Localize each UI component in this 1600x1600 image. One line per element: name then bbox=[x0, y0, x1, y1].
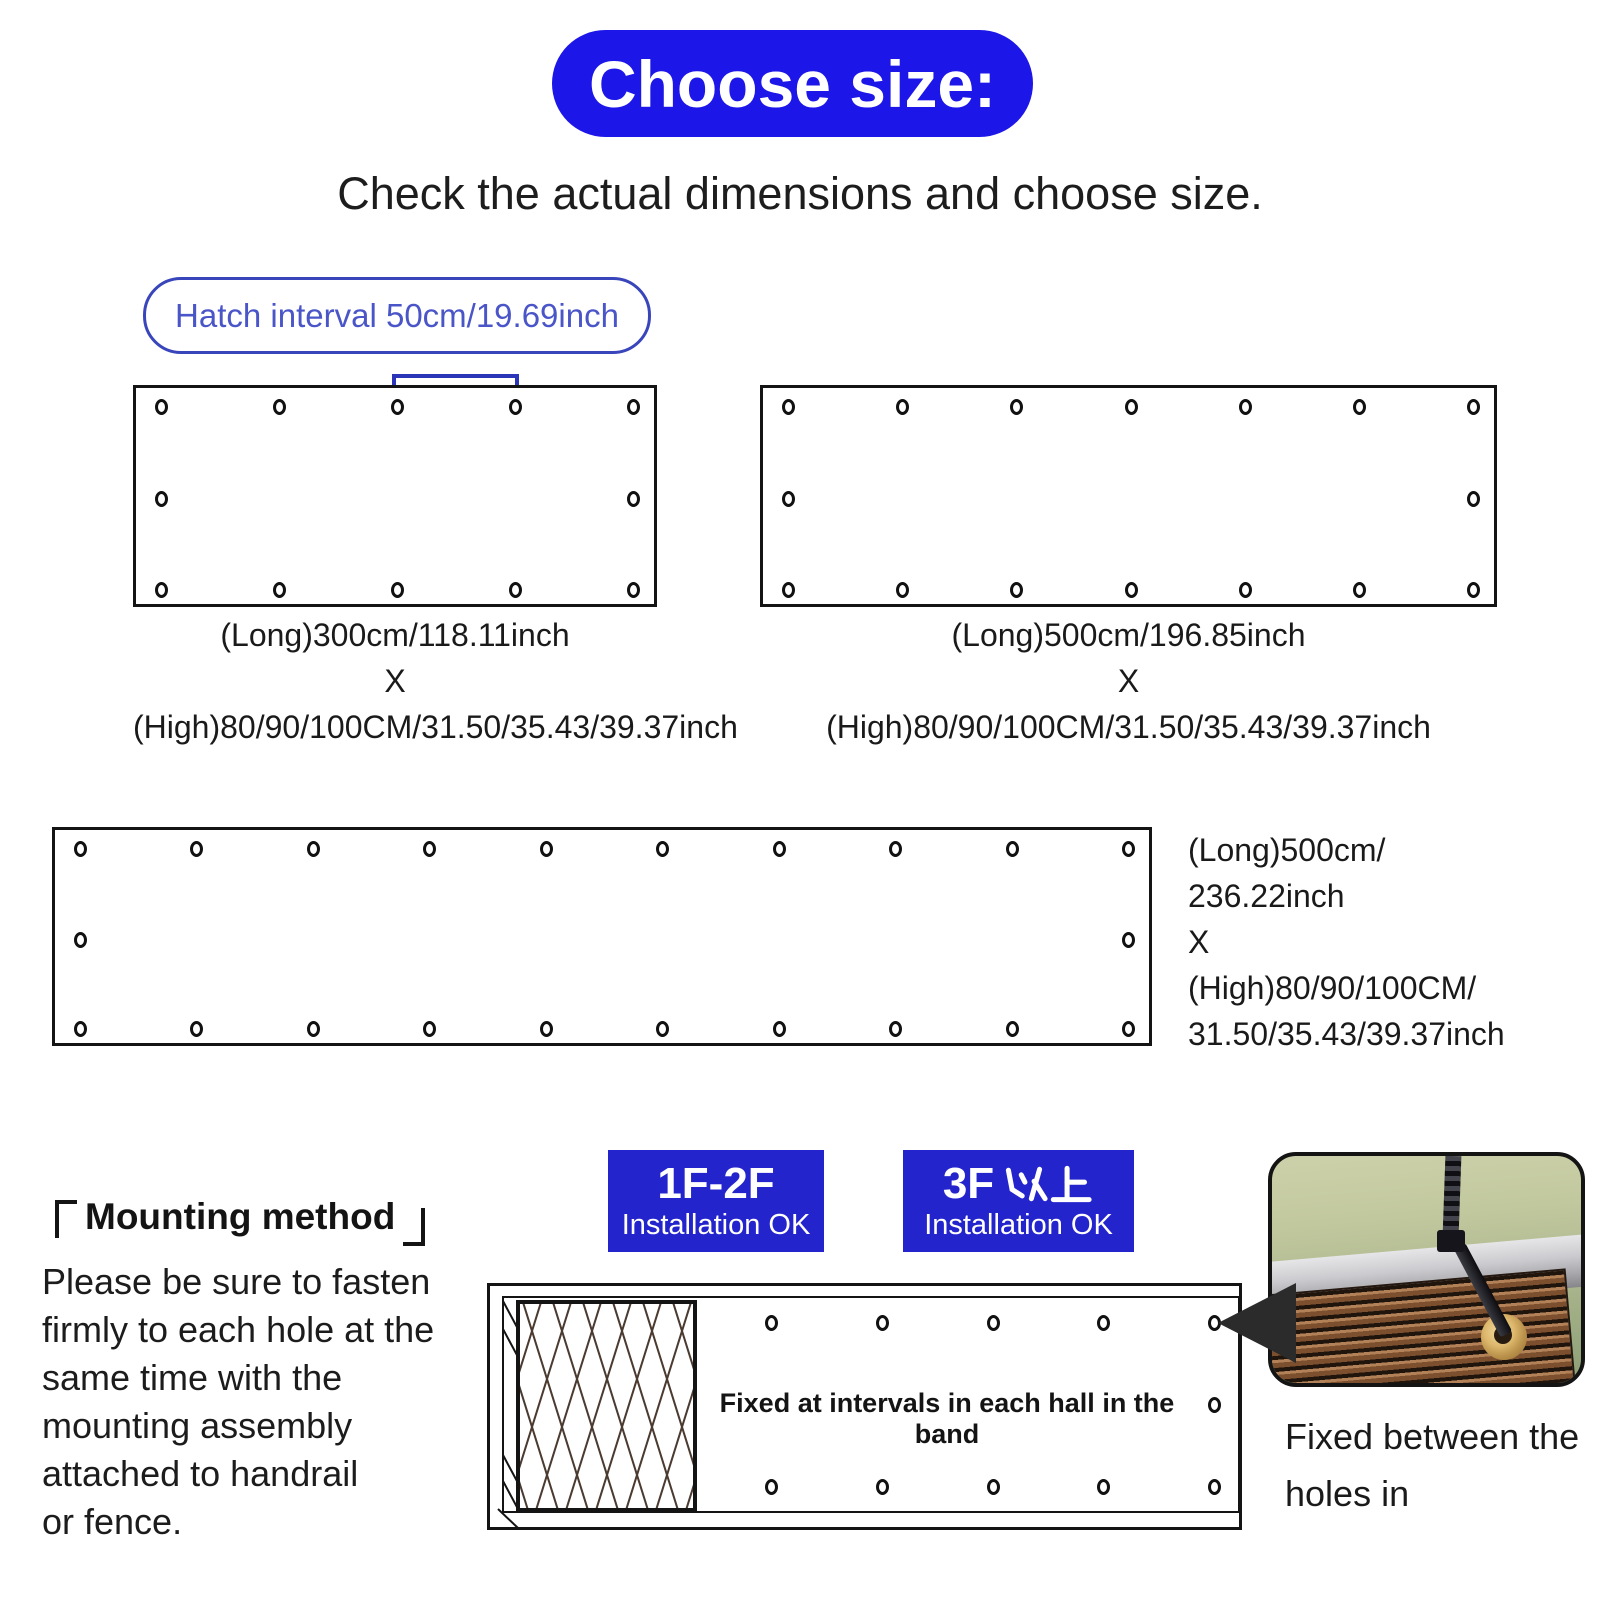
grommet-hole bbox=[74, 932, 87, 948]
photo-caption-line2: holes in bbox=[1285, 1473, 1410, 1514]
grommet-hole bbox=[889, 841, 902, 857]
kanji-ijou-glyph bbox=[998, 1162, 1094, 1206]
grommet-hole bbox=[1208, 1479, 1221, 1495]
grommet-hole bbox=[391, 582, 404, 598]
mounting-instructions-line: or fence. bbox=[42, 1501, 183, 1542]
grommet-hole bbox=[1006, 1021, 1019, 1037]
corner-bracket-open bbox=[55, 1200, 77, 1238]
grommet-hole bbox=[190, 841, 203, 857]
grommet-hole bbox=[1467, 582, 1480, 598]
dimension-text-line: (High)80/90/100CM/31.50/35.43/39.37inch bbox=[133, 709, 738, 745]
panel-600cm-caption bbox=[1188, 827, 1588, 1057]
grommet-hole bbox=[656, 841, 669, 857]
diagram-caption: Fixed at intervals in each hall in the band bbox=[719, 1388, 1175, 1449]
mounting-instructions-line: firmly to each hole at the bbox=[42, 1309, 435, 1350]
grommet-hole bbox=[1353, 399, 1366, 415]
grommet-hole bbox=[273, 399, 286, 415]
dimension-text-line: (High)80/90/100CM/31.50/35.43/39.37inch bbox=[826, 709, 1431, 745]
grommet-hole bbox=[876, 1315, 889, 1331]
grommet-hole bbox=[765, 1315, 778, 1331]
grommet-hole bbox=[773, 841, 786, 857]
grommet-hole bbox=[896, 399, 909, 415]
mounting-instructions-line: same time with the bbox=[42, 1357, 343, 1398]
mounting-method-title: Mounting method bbox=[85, 1196, 396, 1237]
grommet-hole bbox=[656, 1021, 669, 1037]
panel-500cm-diagram bbox=[760, 385, 1497, 607]
grommet-hole bbox=[540, 1021, 553, 1037]
badge-floors-label: 1F-2F bbox=[657, 1159, 775, 1208]
grommet-hole bbox=[1239, 582, 1252, 598]
mounting-method-heading bbox=[55, 1196, 425, 1246]
grommet-hole bbox=[1010, 399, 1023, 415]
grommet-hole bbox=[1006, 841, 1019, 857]
grommet-hole bbox=[1010, 582, 1023, 598]
panel-300cm-caption bbox=[133, 612, 738, 750]
mounting-instructions-line: mounting assembly bbox=[42, 1405, 353, 1446]
net-hatch-area bbox=[518, 1302, 695, 1510]
dimension-text-line: X bbox=[1117, 663, 1140, 699]
badge-floors-latin: 3F bbox=[942, 1159, 995, 1208]
badge-installation-ok: Installation OK bbox=[924, 1209, 1113, 1241]
grommet-hole bbox=[1122, 1021, 1135, 1037]
grommet-hole bbox=[307, 1021, 320, 1037]
grommet-hole bbox=[876, 1479, 889, 1495]
photo-caption-line1: Fixed between the bbox=[1285, 1416, 1580, 1457]
grommet-hole bbox=[190, 1021, 203, 1037]
badge-installation-ok: Installation OK bbox=[621, 1209, 811, 1241]
subtitle: Check the actual dimensions and choose size. bbox=[337, 168, 1263, 219]
grommet-hole bbox=[509, 582, 522, 598]
grommet-hole bbox=[1122, 841, 1135, 857]
photo-caption bbox=[1285, 1408, 1579, 1522]
grommet-hole bbox=[1467, 399, 1480, 415]
hatch-interval-text: Hatch interval 50cm/19.69inch bbox=[175, 296, 619, 334]
panel-500cm-caption bbox=[760, 612, 1497, 750]
mounting-instructions-line: attached to handrail bbox=[42, 1453, 359, 1494]
mounting-instructions-line: Please be sure to fasten bbox=[42, 1261, 431, 1302]
zip-tie-head bbox=[1437, 1230, 1465, 1252]
dimension-text-line: (Long)300cm/118.11inch bbox=[220, 617, 570, 653]
grommet-hole bbox=[540, 841, 553, 857]
grommet-hole bbox=[1208, 1397, 1221, 1413]
grommet-hole bbox=[155, 582, 168, 598]
title-pill bbox=[552, 30, 1033, 137]
grommet-hole bbox=[1125, 582, 1138, 598]
grommet-hole bbox=[1125, 399, 1138, 415]
dimension-text-line: (High)80/90/100CM/ bbox=[1188, 970, 1477, 1006]
dimension-text-line: (Long)500cm/ bbox=[1188, 832, 1386, 868]
grommet-hole bbox=[273, 582, 286, 598]
grommet-hole bbox=[155, 491, 168, 507]
grommet-hole bbox=[509, 399, 522, 415]
grommet-hole bbox=[74, 1021, 87, 1037]
grommet-hole bbox=[782, 582, 795, 598]
grommet-hole bbox=[627, 491, 640, 507]
grommet-hole bbox=[627, 582, 640, 598]
dimension-text-line: X bbox=[384, 663, 406, 699]
grommet-hole bbox=[423, 1021, 436, 1037]
grommet-hole bbox=[1122, 932, 1135, 948]
badge-floor-3f-plus bbox=[903, 1150, 1134, 1252]
grommet-hole bbox=[765, 1479, 778, 1495]
mounting-photo bbox=[1268, 1152, 1585, 1387]
grommet-hole bbox=[987, 1315, 1000, 1331]
badge-floors-label bbox=[943, 1160, 1094, 1208]
page-title: Choose size: bbox=[588, 46, 997, 121]
dimension-text-line: 31.50/35.43/39.37inch bbox=[1188, 1016, 1505, 1052]
grommet-hole bbox=[782, 399, 795, 415]
corner-bracket-close bbox=[403, 1208, 425, 1246]
hatch-interval-label bbox=[143, 277, 651, 354]
grommet-hole bbox=[987, 1479, 1000, 1495]
grommet-hole bbox=[1467, 491, 1480, 507]
grommet-hole bbox=[1097, 1315, 1110, 1331]
dimension-text-line: (Long)500cm/196.85inch bbox=[951, 617, 1306, 653]
dimension-text-line: X bbox=[1188, 924, 1210, 960]
grommet-hole bbox=[155, 399, 168, 415]
grommet-hole bbox=[74, 841, 87, 857]
grommet-hole bbox=[423, 841, 436, 857]
grommet-hole bbox=[889, 1021, 902, 1037]
grommet-hole bbox=[1353, 582, 1366, 598]
grommet-hole bbox=[391, 399, 404, 415]
grommet-hole bbox=[627, 399, 640, 415]
pointer-arrow-icon bbox=[1212, 1280, 1300, 1368]
grommet-hole bbox=[773, 1021, 786, 1037]
mounting-instructions bbox=[42, 1258, 512, 1546]
grommet-hole bbox=[1097, 1479, 1110, 1495]
mounting-diagram bbox=[487, 1283, 1242, 1530]
grommet-hole bbox=[896, 582, 909, 598]
panel-300cm-diagram bbox=[133, 385, 657, 607]
badge-floor-1f-2f bbox=[608, 1150, 824, 1252]
grommet-hole bbox=[782, 491, 795, 507]
grommet-hole bbox=[307, 841, 320, 857]
panel-600cm-diagram bbox=[52, 827, 1152, 1046]
grommet-hole bbox=[1239, 399, 1252, 415]
dimension-text-line: 236.22inch bbox=[1188, 878, 1345, 914]
zip-tie-tail bbox=[1443, 1156, 1462, 1237]
